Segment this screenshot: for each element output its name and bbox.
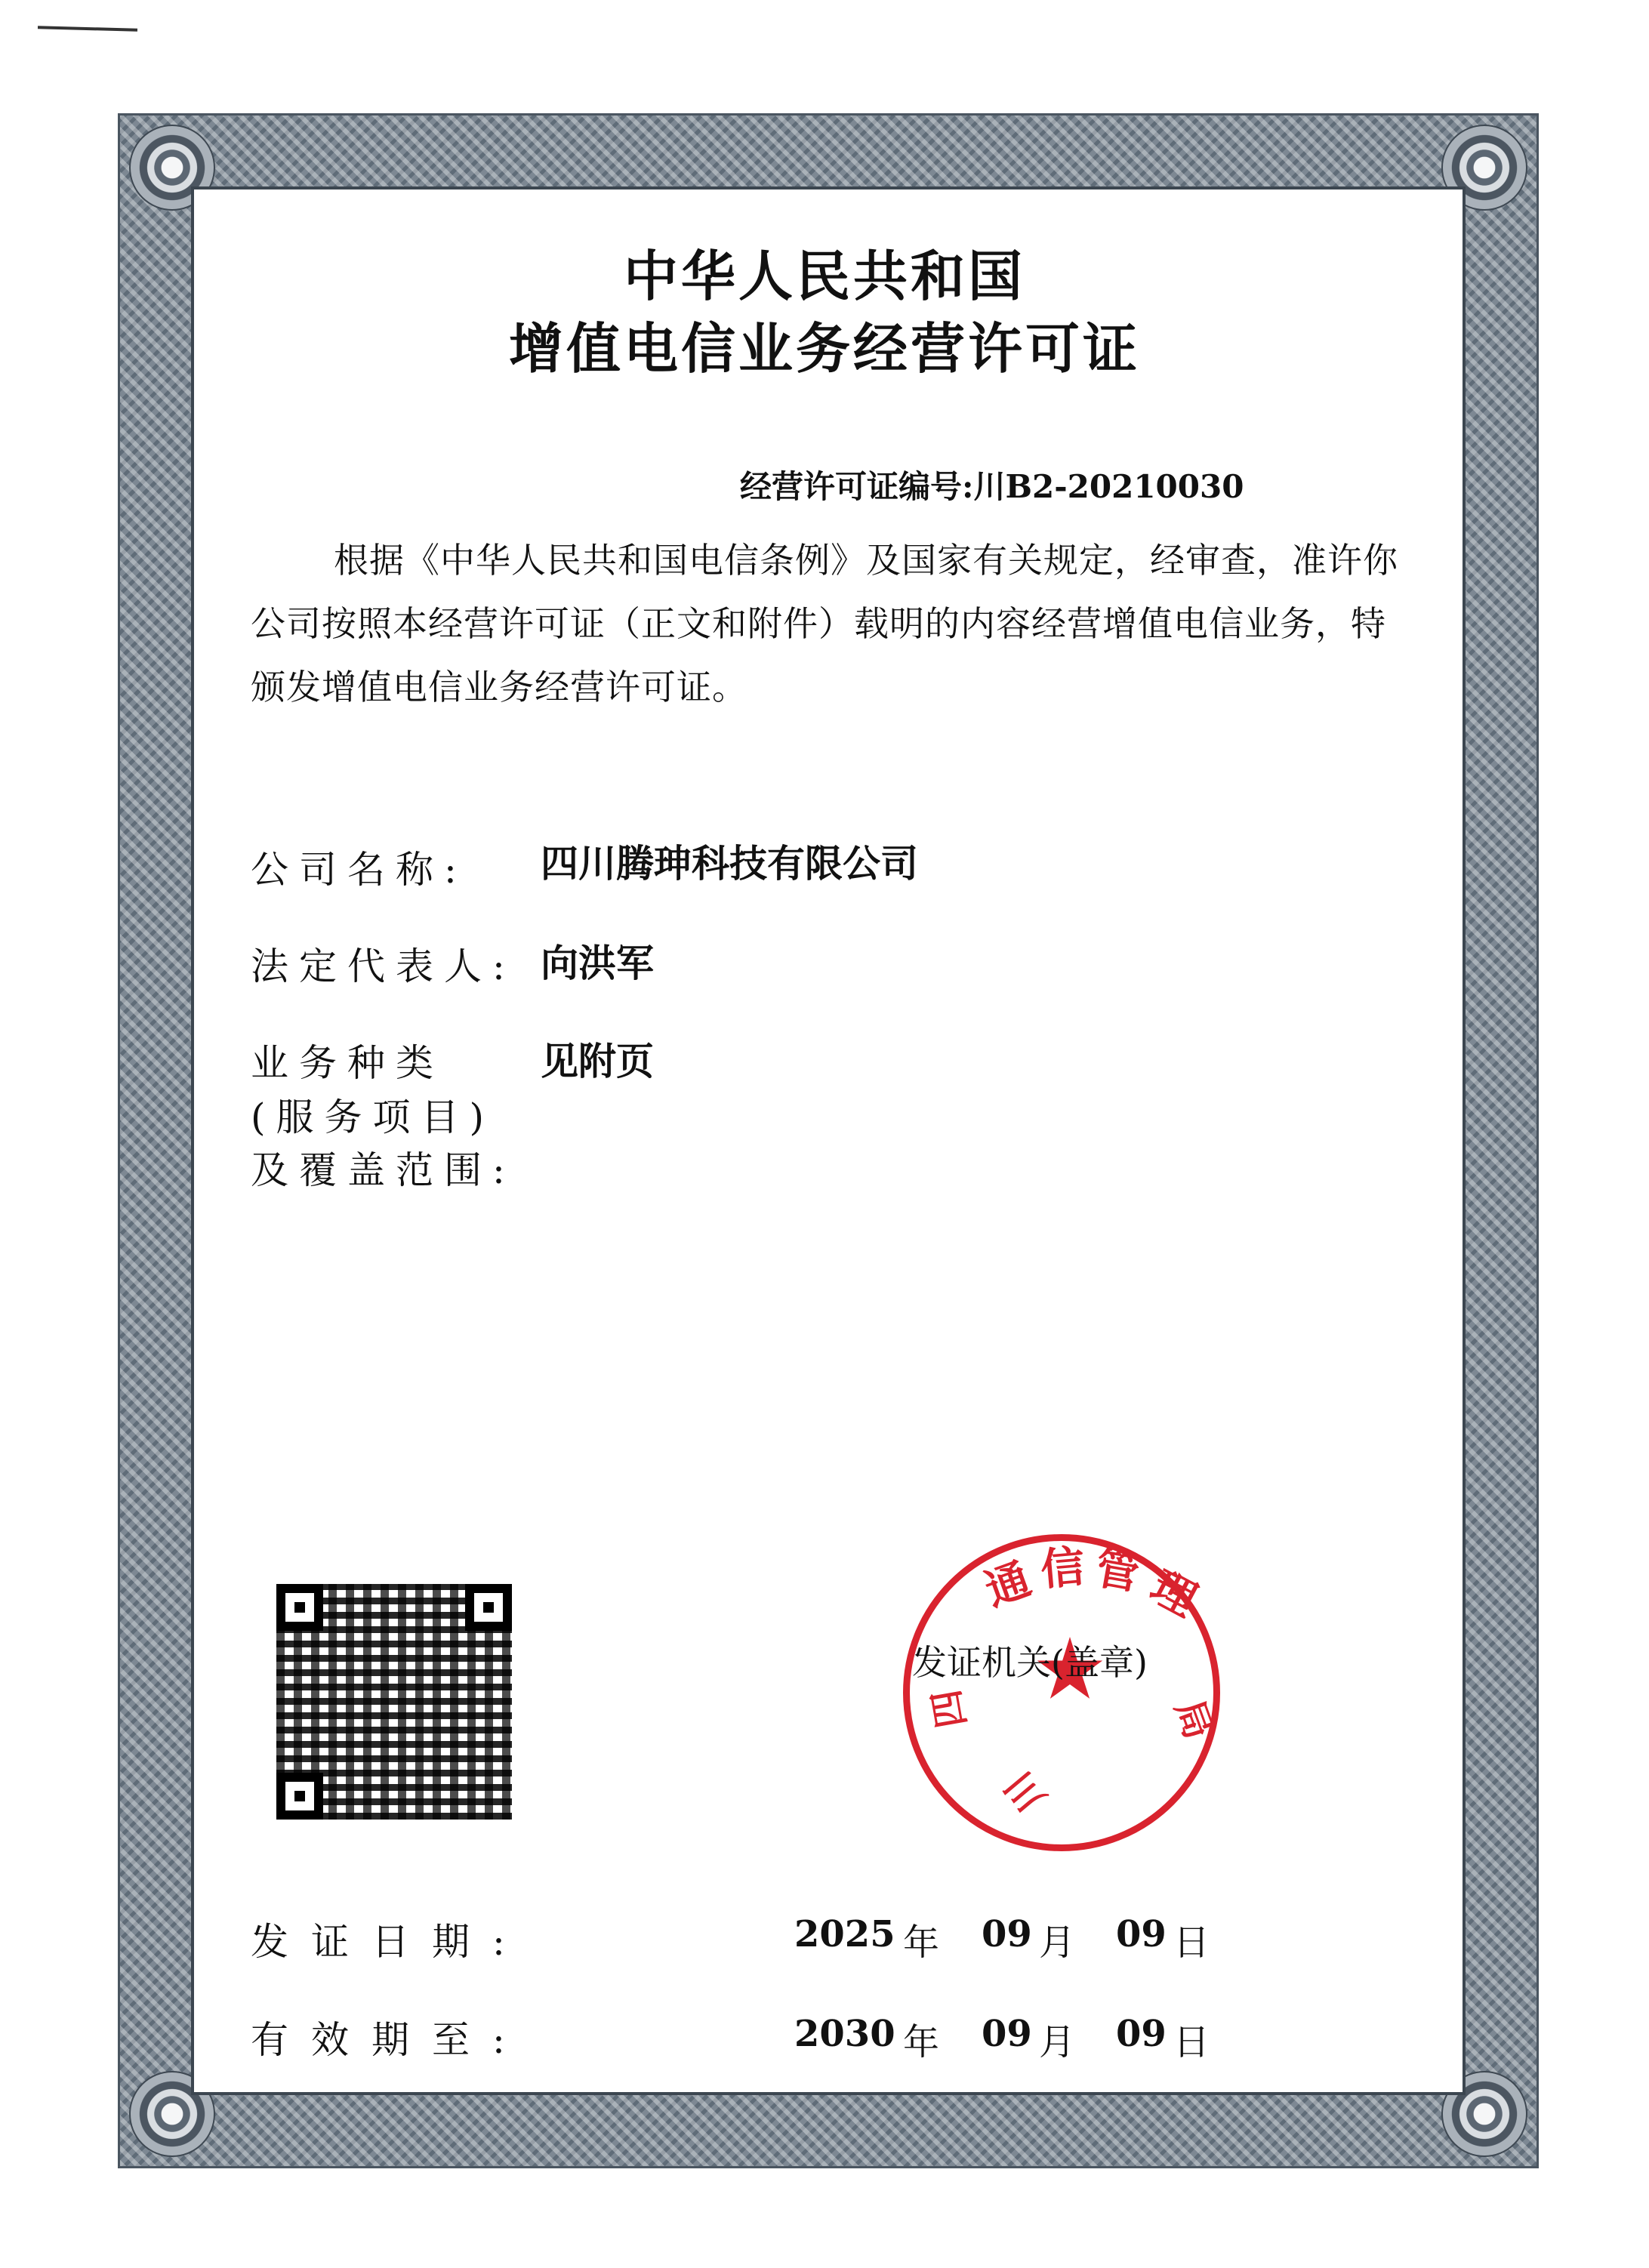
qr-code[interactable] <box>276 1584 512 1820</box>
valid-until-month: 09 <box>982 2013 1032 2055</box>
license-number: 经营许可证编号:川B2-20210030 <box>740 468 1244 505</box>
valid-until-day-unit: 日 <box>1173 2021 1210 2063</box>
valid-until-day: 09 <box>1116 2013 1167 2055</box>
pen-mark <box>38 26 137 31</box>
issue-date-month-unit: 月 <box>1039 1921 1076 1964</box>
legal-representative-label: 法定代表人: <box>251 944 516 988</box>
seal-char: 信 <box>1038 1540 1087 1596</box>
issue-date-year: 2025 <box>794 1913 895 1955</box>
business-scope-label-line2: (服务项目) <box>251 1095 495 1139</box>
seal-char: 川 <box>996 1763 1055 1821</box>
seal-char: 管 <box>1091 1542 1144 1601</box>
qr-finder-pattern <box>276 1584 323 1631</box>
business-scope-label-line1: 业务种类 <box>251 1041 444 1085</box>
seal-char: 局 <box>1167 1693 1222 1745</box>
issue-date-day: 09 <box>1116 1913 1167 1955</box>
business-scope-label-line3: 及覆盖范围: <box>251 1148 516 1192</box>
seal-char: 四 <box>924 1686 974 1731</box>
authorization-paragraph: 根据《中华人民共和国电信条例》及国家有关规定，经审查，准许你公司按照本经营许可证（正文和附件）载明的内容经营增值电信业务，特颁发增值电信业务经营许可证。 <box>251 540 1398 707</box>
seal-char: 通 <box>978 1552 1037 1616</box>
valid-until-year: 2030 <box>794 2013 895 2055</box>
title-country: 中华人民共和国 <box>623 244 1025 308</box>
company-name-value: 四川腾珅科技有限公司 <box>541 842 918 886</box>
seal-char: 理 <box>1142 1560 1206 1627</box>
valid-until-month-unit: 月 <box>1039 2021 1076 2063</box>
qr-finder-pattern <box>276 1773 323 1820</box>
valid-until-label: 有效期至: <box>251 2018 528 2062</box>
qr-finder-pattern <box>465 1584 512 1631</box>
business-scope-value: 见附页 <box>541 1040 654 1083</box>
issue-date-year-unit: 年 <box>903 1921 940 1964</box>
legal-representative-value: 向洪军 <box>541 941 654 985</box>
issue-date-label: 发证日期: <box>251 1920 528 1964</box>
title-certificate: 增值电信业务经营许可证 <box>508 316 1140 381</box>
company-name-label: 公司名称: <box>251 848 467 892</box>
valid-until-year-unit: 年 <box>903 2021 940 2063</box>
issue-date-day-unit: 日 <box>1173 1921 1210 1964</box>
issue-date-month: 09 <box>982 1913 1032 1955</box>
issuing-authority-label: 发证机关(盖章) <box>912 1642 1148 1683</box>
